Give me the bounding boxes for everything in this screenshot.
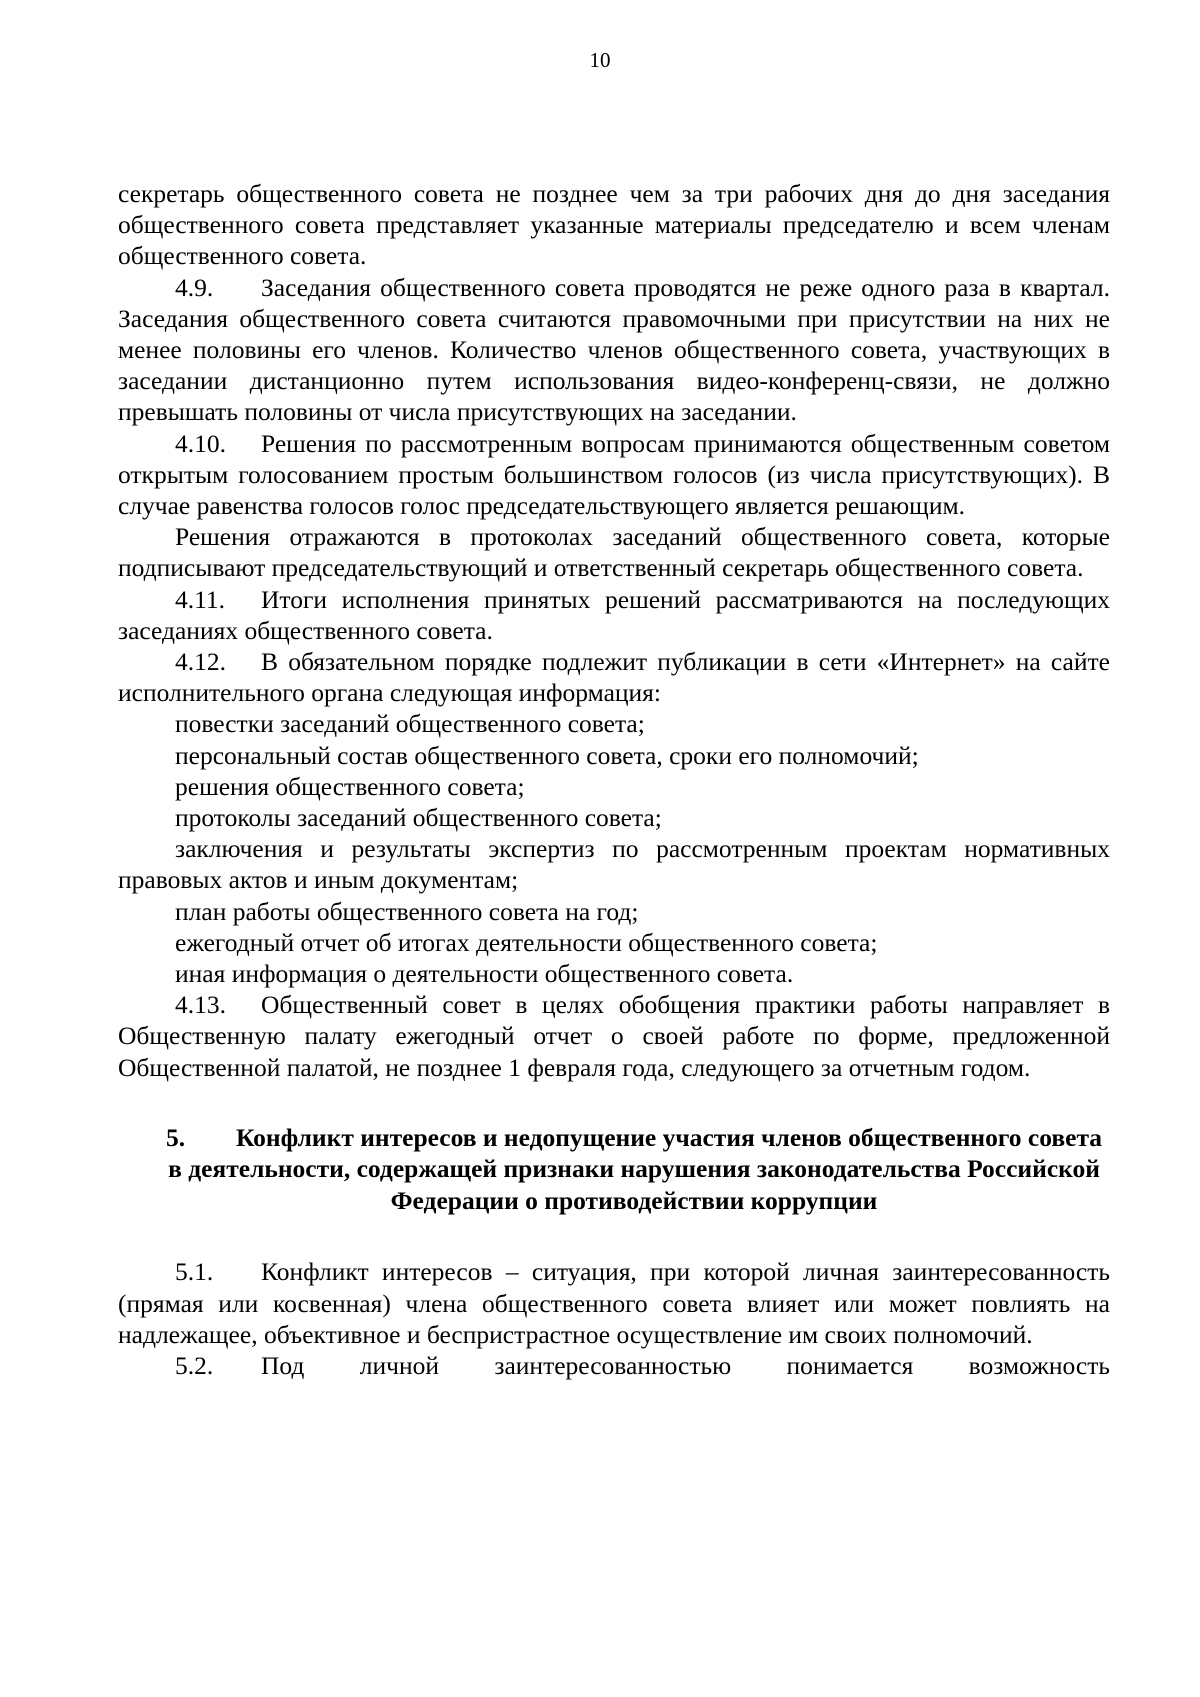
list-item: персональный состав общественного совета, сроки его полномочий; [175, 740, 919, 770]
paragraph [118, 272, 1110, 428]
list-item: повестки заседаний общественного совета; [175, 709, 645, 739]
list-item: протоколы заседаний общественного совета; [175, 803, 662, 833]
paragraph [118, 989, 1110, 1083]
paragraph-text: Заседания общественного совета проводятся не реже одного раза в квартал. Заседания общественного совета считаются правомочными при присутствии на них не менее половины его членов. Количество членов общественного совета, участвующих в заседании дистанционно путем использования видео-конференц-связи, не должно превышать половины от числа присутствующих на заседании. [118, 272, 1110, 427]
paragraph [118, 521, 1110, 583]
list-item: иная информация о деятельности общественного совета. [175, 959, 794, 989]
clause-number: 4.11. [175, 584, 226, 614]
paragraph-text: Итоги исполнения принятых решений рассматриваются на последующих заседаниях общественного совета. [118, 584, 1110, 645]
section-title: Конфликт интересов и недопущение участия членов общественного совета в деятельности, содержащей признаки нарушения законодательства Российской Федерации о противодействии коррупции [168, 1122, 1103, 1215]
document-body [118, 178, 1110, 1381]
list-item: решения общественного совета; [175, 771, 525, 801]
list-item: ежегодный отчет об итогах деятельности общественного совета; [175, 927, 878, 957]
clause-number: 5.2. [175, 1351, 214, 1380]
paragraph-text: секретарь общественного совета не позднее чем за три рабочих дня до дня заседания общественного совета представляет указанные материалы председателю и всем членам общественного совета. [118, 179, 1110, 271]
list-item: план работы общественного совета на год; [175, 896, 639, 926]
paragraph [118, 1256, 1110, 1350]
paragraph [118, 1350, 1110, 1381]
paragraph [118, 584, 1110, 646]
clause-number: 5.1. [175, 1257, 214, 1287]
paragraph [118, 646, 1110, 708]
section-number: 5. [165, 1122, 186, 1152]
clause-number: 4.13. [175, 990, 226, 1020]
clause-number: 4.10. [175, 428, 226, 458]
page-number: 10 [589, 48, 611, 72]
paragraph-text: Под личной заинтересованностью понимается возможность [261, 1351, 1110, 1380]
paragraph-text: Решения отражаются в протоколах заседаний общественного совета, которые подписывают председательствующий и ответственный секретарь общественного совета. [118, 522, 1110, 583]
clause-number: 4.9. [175, 272, 214, 302]
paragraph-text: Общественный совет в целях обобщения практики работы направляет в Общественную палату ежегодный отчет о своей работе по форме, предложенной Общественной палатой, не позднее 1 февраля года, следующего за отчетным годом. [118, 990, 1110, 1082]
list-item: заключения и результаты экспертиз по рассмотренным проектам нормативных правовых актов и иным документам; [118, 834, 1110, 895]
section-heading [118, 1122, 1110, 1217]
paragraph-text: Конфликт интересов – ситуация, при которой личная заинтересованность (прямая или косвенная) члена общественного совета влияет или может повлиять на надлежащее, объективное и беспристрастное осуществление им своих полномочий. [118, 1257, 1110, 1349]
paragraph-text: Решения по рассмотренным вопросам принимаются общественным советом открытым голосованием простым большинством голосов (из числа присутствующих). В случае равенства голосов голос председательствующего является решающим. [118, 428, 1110, 521]
paragraph-text: В обязательном порядке подлежит публикации в сети «Интернет» на сайте исполнительного органа следующая информация: [118, 647, 1110, 708]
paragraph [118, 178, 1110, 272]
paragraph [118, 428, 1110, 522]
clause-number: 4.12. [175, 647, 226, 677]
